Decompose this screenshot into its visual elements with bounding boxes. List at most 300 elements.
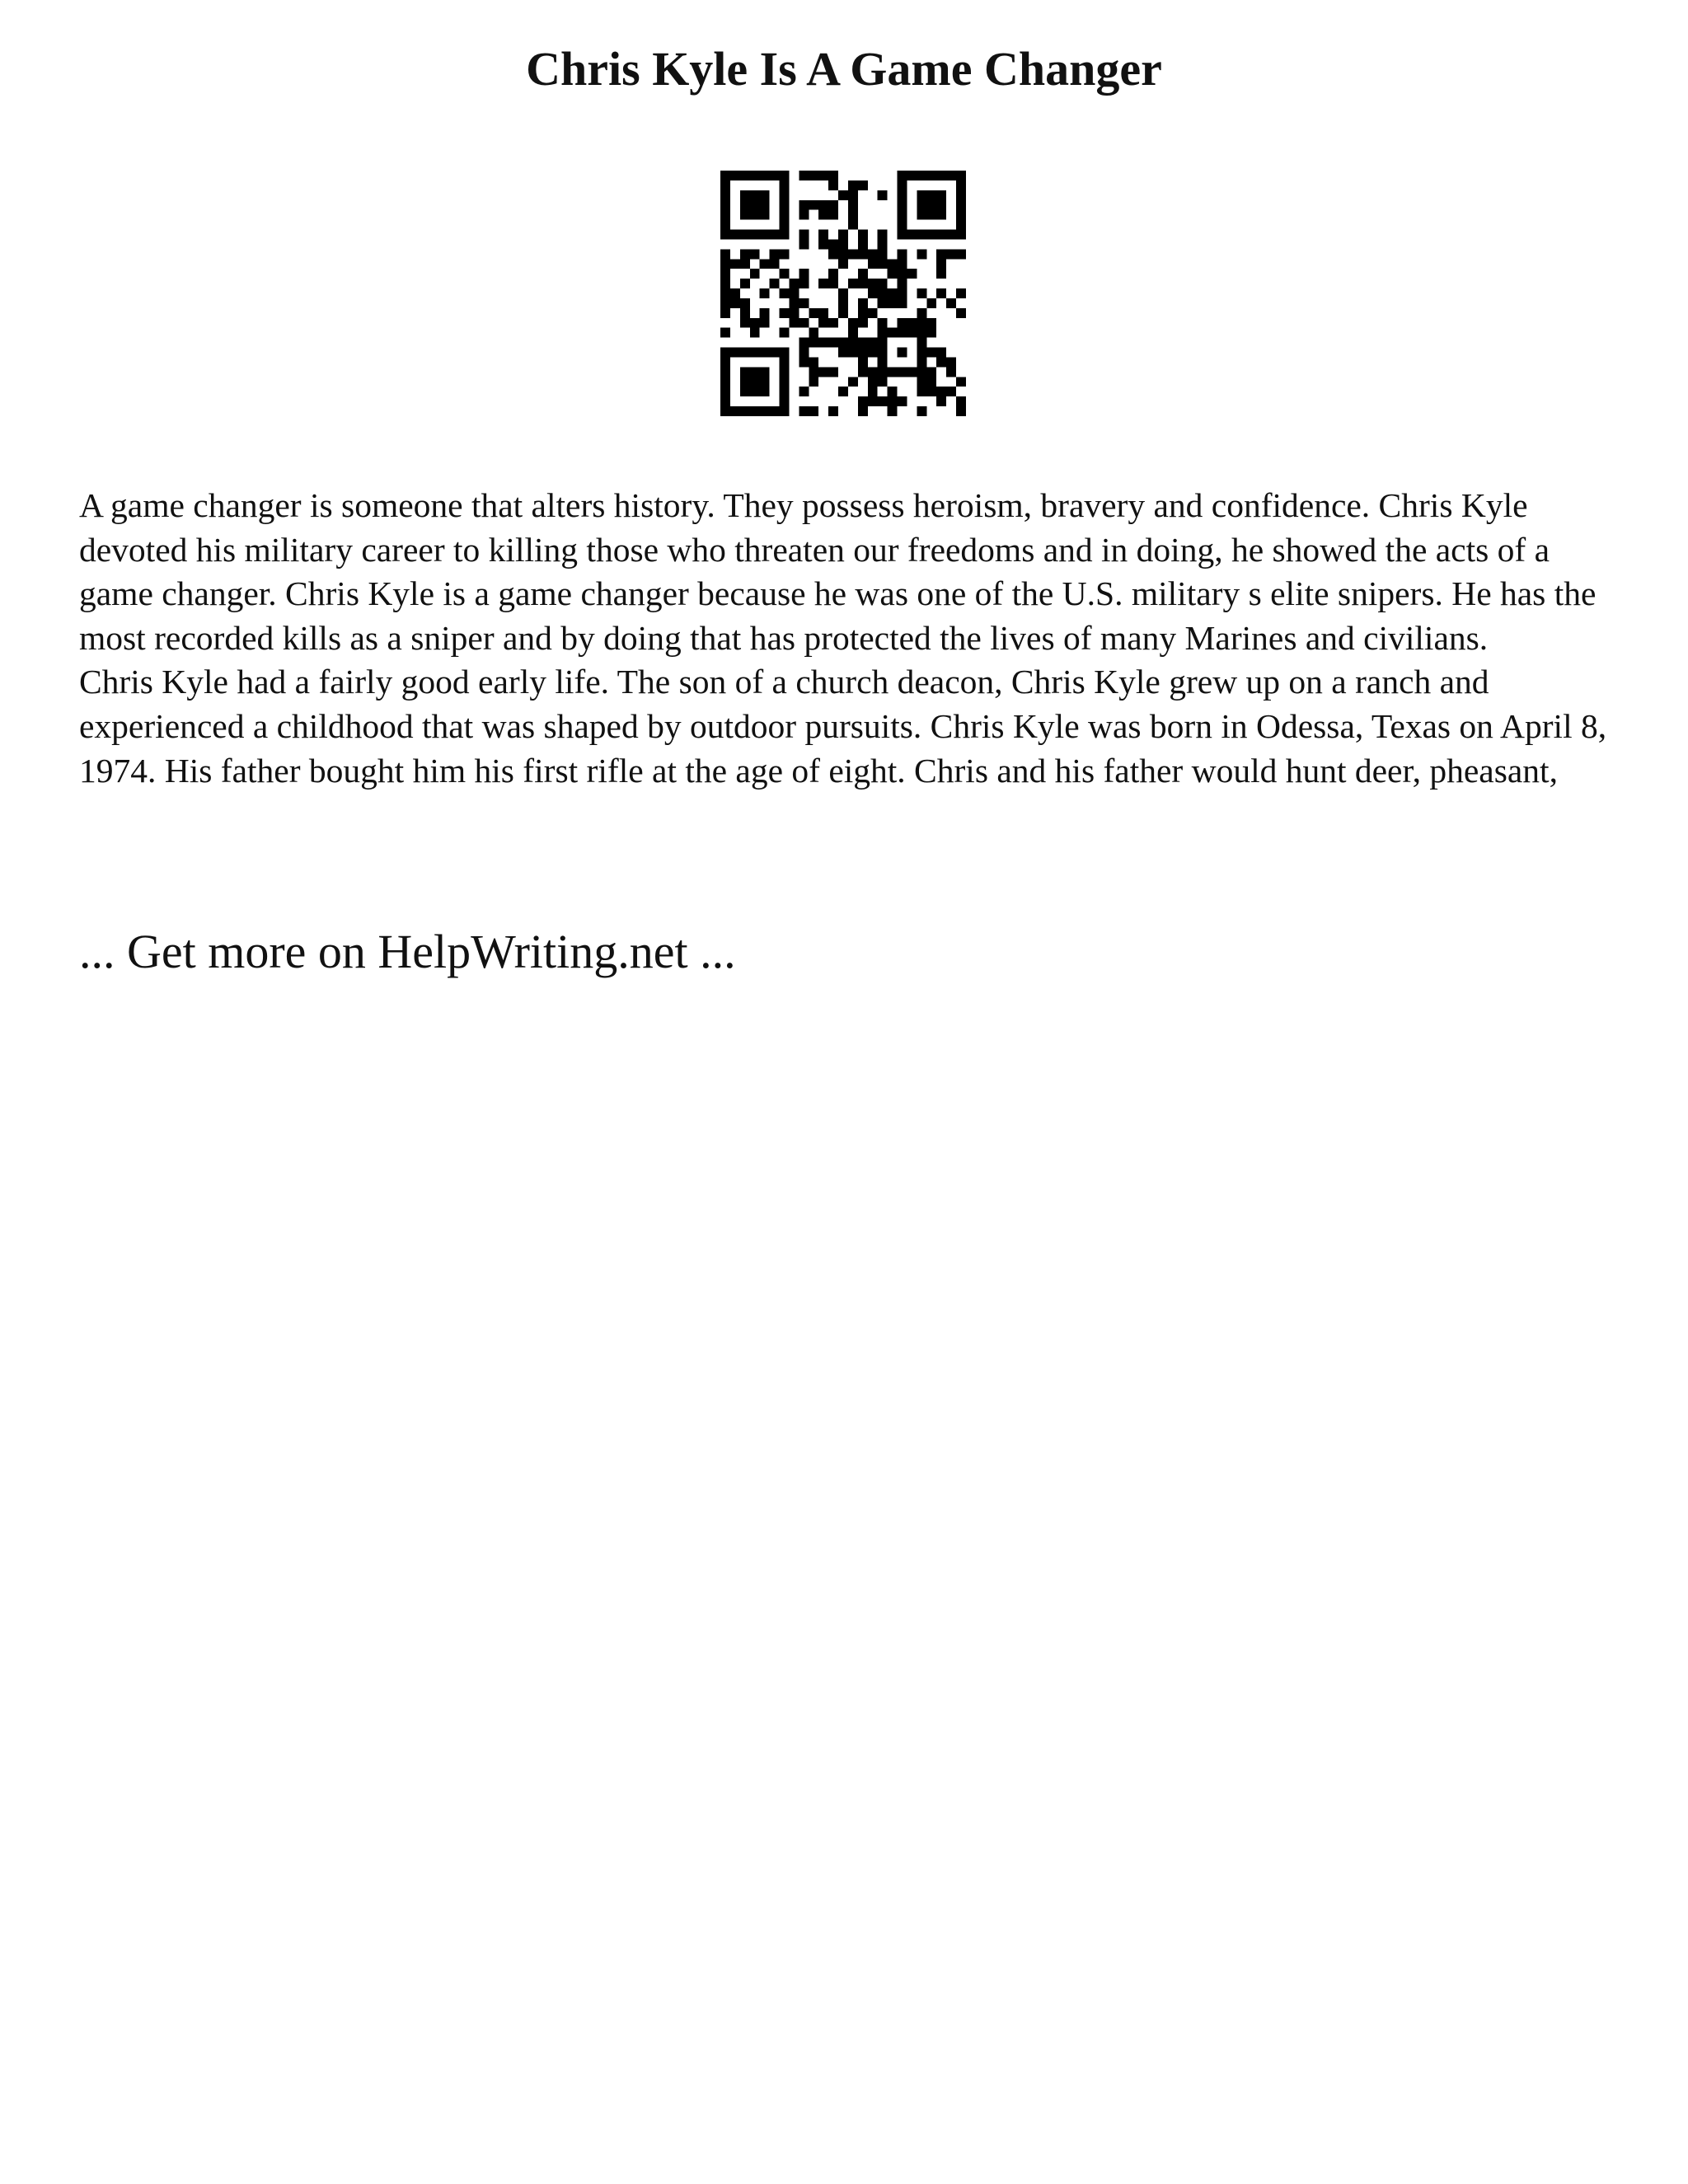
qr-module [878,338,888,348]
qr-module [809,406,818,416]
qr-module [720,357,730,367]
qr-module [799,348,809,358]
qr-module [907,269,917,279]
qr-module [720,269,730,279]
qr-module [936,190,946,200]
qr-module [936,357,946,367]
qr-module [936,230,946,240]
qr-module [740,348,750,358]
qr-module [946,367,956,377]
qr-module [848,279,858,288]
qr-module [936,348,946,358]
qr-module [917,210,926,220]
qr-module [720,288,730,298]
qr-module [838,249,848,259]
qr-module [750,367,760,377]
qr-module [818,367,828,377]
qr-module [780,200,790,210]
qr-module [926,298,936,308]
get-more-link[interactable]: ... Get more on HelpWriting.net ... [79,925,736,978]
qr-module [799,200,809,210]
qr-module [730,348,740,358]
qr-module [809,357,818,367]
qr-module [780,406,790,416]
qr-module [878,249,888,259]
qr-module [917,171,926,180]
qr-module [917,308,926,318]
qr-module [760,190,770,200]
qr-module [720,230,730,240]
qr-module [848,180,858,190]
qr-module [750,406,760,416]
qr-module [750,269,760,279]
qr-module [917,357,926,367]
qr-module [720,298,730,308]
qr-module [760,406,770,416]
qr-module [720,220,730,230]
qr-module [750,377,760,387]
qr-module [888,406,898,416]
qr-module [848,328,858,338]
qr-module [828,367,838,377]
qr-module [868,249,878,259]
qr-module [809,338,818,348]
qr-module [946,298,956,308]
qr-module [848,200,858,210]
qr-module [720,348,730,358]
qr-module [888,269,898,279]
qr-module [848,190,858,200]
qr-module [818,279,828,288]
qr-module [780,269,790,279]
qr-module [799,230,809,240]
qr-module [956,406,966,416]
qr-module [858,318,868,328]
qr-module [838,239,848,249]
qr-module [917,249,926,259]
qr-module [750,190,760,200]
qr-module [780,328,790,338]
qr-module [868,259,878,269]
qr-module [760,387,770,396]
qr-module [828,200,838,210]
qr-module [888,367,898,377]
paragraph-2: Chris Kyle had a fairly good early life. The son of a church deacon, Chris Kyle grew up on a ranch and experienced a childhood that was shaped by outdoor pursuits. Chris Kyle was born in Odessa, Texas on April 8, 1974. His father bought him his first rifle at the age of eight. Chris and his father would hunt deer, pheasant, [79,663,1607,790]
qr-module [917,230,926,240]
qr-module [720,210,730,220]
qr-module [888,288,898,298]
article-body [79,484,1620,793]
qr-module [956,220,966,230]
qr-module [740,298,750,308]
qr-module [789,308,799,318]
qr-module [898,259,907,269]
qr-module [917,387,926,396]
qr-module [799,338,809,348]
qr-module [730,406,740,416]
qr-module [760,210,770,220]
qr-module [799,406,809,416]
qr-module [917,348,926,358]
qr-module [770,348,780,358]
qr-module [809,377,818,387]
qr-module [789,279,799,288]
qr-module [917,377,926,387]
qr-module [878,396,888,406]
qr-module [730,230,740,240]
qr-module [780,180,790,190]
qr-module [818,200,828,210]
qr-module [780,230,790,240]
qr-module [828,338,838,348]
qr-module [809,367,818,377]
qr-module [858,239,868,249]
qr-module [936,396,946,406]
qr-module [858,249,868,259]
qr-module [907,230,917,240]
qr-module [926,200,936,210]
qr-module [730,288,740,298]
qr-module [888,328,898,338]
qr-module [926,348,936,358]
qr-module [936,200,946,210]
qr-module [858,367,868,377]
qr-module [750,230,760,240]
qr-module [858,406,868,416]
qr-module [838,348,848,358]
qr-module [858,269,868,279]
qr-module [936,269,946,279]
qr-module [799,239,809,249]
qr-module [838,230,848,240]
qr-module [818,210,828,220]
qr-module [956,377,966,387]
qr-module [740,171,750,180]
qr-module [780,308,790,318]
qr-module [750,328,760,338]
qr-module [720,171,730,180]
qr-module [888,387,898,396]
qr-module [740,387,750,396]
qr-module [868,338,878,348]
qr-module [770,279,780,288]
qr-module [740,308,750,318]
qr-module [868,279,878,288]
qr-module [799,171,809,180]
qr-module [898,288,907,298]
qr-module [878,279,888,288]
qr-module [720,406,730,416]
page-title: Chris Kyle Is A Game Changer [526,42,1162,96]
qr-module [720,279,730,288]
qr-module [789,298,799,308]
qr-module [926,377,936,387]
qr-module [858,230,868,240]
qr-module [760,318,770,328]
qr-module [720,377,730,387]
qr-module [740,200,750,210]
qr-module [750,348,760,358]
qr-module [780,171,790,180]
qr-module [730,298,740,308]
qr-module [740,406,750,416]
qr-module [858,338,868,348]
qr-module [750,171,760,180]
qr-module [740,190,750,200]
qr-module [750,318,760,328]
qr-module [898,279,907,288]
qr-module [760,200,770,210]
qr-module [917,328,926,338]
qr-module [926,367,936,377]
qr-module [907,367,917,377]
qr-module [926,328,936,338]
qr-module [780,190,790,200]
qr-module [780,249,790,259]
qr-module [868,348,878,358]
qr-module [828,279,838,288]
qr-module [750,200,760,210]
qr-module [898,220,907,230]
qr-module [888,259,898,269]
qr-module [926,387,936,396]
qr-module [956,230,966,240]
qr-module [878,357,888,367]
qr-module [898,318,907,328]
qr-module [818,318,828,328]
qr-module [898,328,907,338]
qr-module [740,279,750,288]
qr-module [828,239,838,249]
qr-module [936,210,946,220]
qr-module [780,220,790,230]
qr-module [848,249,858,259]
qr-module [956,190,966,200]
qr-module [818,338,828,348]
qr-module [838,190,848,200]
qr-module [780,387,790,396]
qr-module [898,249,907,259]
qr-module [878,259,888,269]
qr-module [878,298,888,308]
qr-module [926,230,936,240]
qr-module [770,230,780,240]
qr-module [828,210,838,220]
qr-module [898,200,907,210]
qr-module [720,328,730,338]
qr-module [936,171,946,180]
qr-module [917,406,926,416]
qr-module [809,171,818,180]
qr-module [907,171,917,180]
qr-module [848,348,858,358]
qr-module [750,210,760,220]
qr-module [858,180,868,190]
qr-module [926,210,936,220]
qr-module [760,288,770,298]
qr-module [956,396,966,406]
qr-module [946,230,956,240]
qr-module [907,318,917,328]
qr-module [946,387,956,396]
qr-module [898,348,907,358]
qr-module [898,269,907,279]
qr-module [838,387,848,396]
qr-module [936,288,946,298]
qr-module [878,239,888,249]
qr-module [878,318,888,328]
qr-module [946,357,956,367]
qr-module [760,230,770,240]
qr-module [898,171,907,180]
qr-module [780,357,790,367]
qr-module [848,210,858,220]
qr-module [720,200,730,210]
qr-module [946,171,956,180]
qr-module [740,367,750,377]
qr-module [720,308,730,318]
qr-module [898,396,907,406]
qr-module [740,210,750,220]
qr-module [868,367,878,377]
qr-module [858,279,868,288]
qr-module [917,338,926,348]
qr-module [760,348,770,358]
qr-module [898,230,907,240]
qr-module [760,367,770,377]
qr-module [720,249,730,259]
qr-module [838,308,848,318]
qr-module [898,180,907,190]
qr-module [799,387,809,396]
qr-module [818,171,828,180]
qr-module [848,318,858,328]
qr-module [838,288,848,298]
qr-module [858,348,868,358]
qr-module [809,308,818,318]
qr-module [720,396,730,406]
qr-module [780,396,790,406]
qr-module [799,269,809,279]
qr-module [878,348,888,358]
qr-module [838,298,848,308]
qr-module [868,396,878,406]
qr-code-graphic [720,171,966,416]
qr-module [828,180,838,190]
qr-module [878,288,888,298]
qr-module [809,328,818,338]
qr-module [858,357,868,367]
qr-module [828,406,838,416]
qr-module [740,377,750,387]
qr-module [926,318,936,328]
qr-module [878,367,888,377]
qr-module [799,357,809,367]
qr-module [917,288,926,298]
qr-module [888,396,898,406]
qr-module [868,377,878,387]
qr-module [818,308,828,318]
qr-module [720,259,730,269]
qr-module [838,338,848,348]
qr-module [926,190,936,200]
qr-module [936,387,946,396]
qr-module [770,249,780,259]
qr-module [956,249,966,259]
qr-module [818,239,828,249]
qr-module [956,180,966,190]
qr-module [780,288,790,298]
qr-module [799,298,809,308]
qr-module [926,171,936,180]
paragraph-1: A game changer is someone that alters history. They possess heroism, bravery and confidence. Chris Kyle devoted his military career to killing those who threaten our freedoms and in doing, he showed the acts of a game changer. Chris Kyle is a game changer because he was one of the U.S. military s elite snipers. He has the most recorded kills as a sniper and by doing that has protected the lives of many Marines and civilians. [79,486,1597,657]
qr-module [868,308,878,318]
qr-module [917,367,926,377]
qr-module [720,367,730,377]
qr-module [917,190,926,200]
qr-module [828,269,838,279]
qr-module [770,259,780,269]
qr-module [720,190,730,200]
qr-module [770,171,780,180]
qr-module [838,259,848,269]
qr-module [760,171,770,180]
qr-module [898,190,907,200]
qr-module [740,259,750,269]
qr-module [799,279,809,288]
qr-module [956,171,966,180]
qr-module [809,200,818,210]
qr-module [936,249,946,259]
qr-module [760,377,770,387]
qr-module [848,220,858,230]
qr-module [898,367,907,377]
qr-module [878,190,888,200]
qr-module [878,328,888,338]
qr-module [799,210,809,220]
qr-module [828,249,838,259]
qr-module [780,377,790,387]
qr-module [858,308,868,318]
qr-module [917,318,926,328]
qr-module [818,230,828,240]
qr-module [917,200,926,210]
qr-module [740,318,750,328]
qr-module [799,318,809,328]
qr-module [740,249,750,259]
qr-module [907,328,917,338]
qr-module [780,348,790,358]
qr-module [730,259,740,269]
qr-code-icon [720,171,966,416]
qr-module [828,171,838,180]
qr-module [720,180,730,190]
qr-module [878,230,888,240]
qr-module [730,171,740,180]
qr-module [956,288,966,298]
qr-module [848,377,858,387]
qr-module [780,367,790,377]
qr-module [828,318,838,328]
qr-module [878,377,888,387]
qr-module [868,288,878,298]
qr-module [888,298,898,308]
qr-module [946,249,956,259]
qr-module [760,259,770,269]
qr-module [956,200,966,210]
qr-module [898,210,907,220]
qr-module [898,298,907,308]
